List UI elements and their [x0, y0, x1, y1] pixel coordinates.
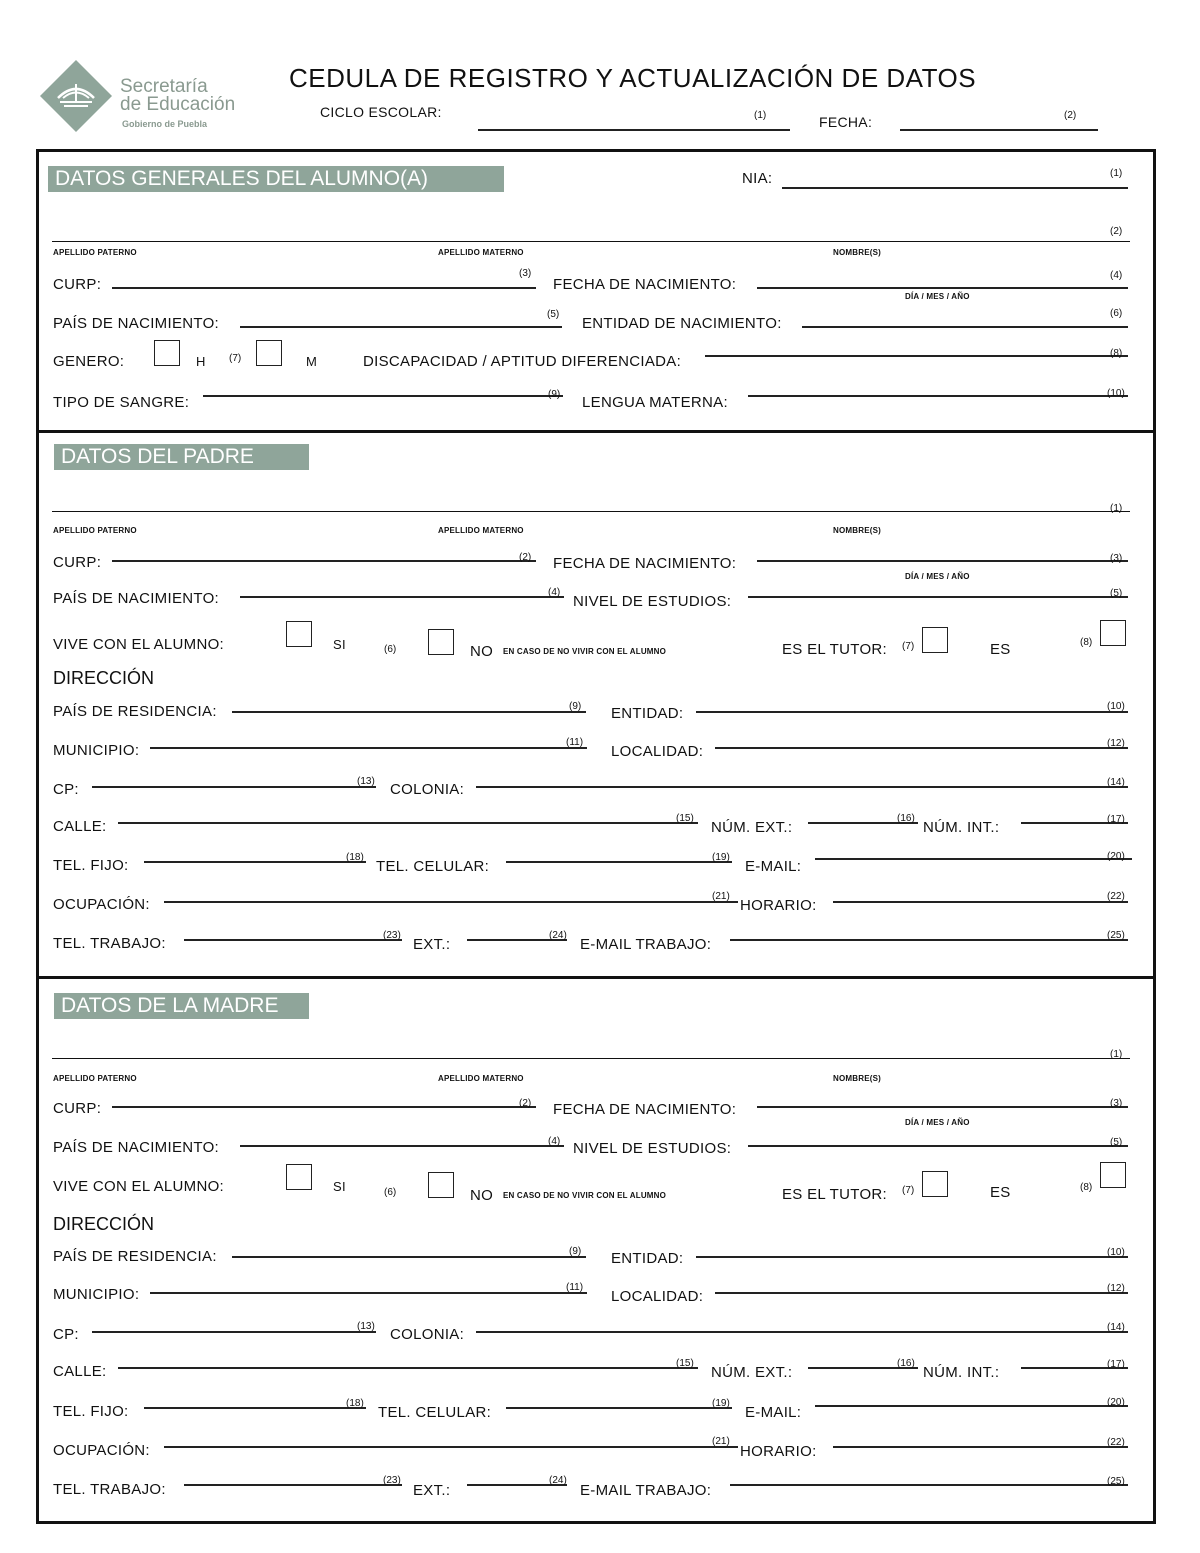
nia-field[interactable]	[782, 187, 1128, 189]
padre-horario-num: (22)	[1107, 891, 1125, 902]
alumno-band: DATOS GENERALES DEL ALUMNO(A)	[48, 166, 504, 192]
madre-band: DATOS DE LA MADRE	[54, 993, 309, 1019]
madre-fecha-nac-label: FECHA DE NACIMIENTO:	[553, 1101, 737, 1118]
madre-vive-no-checkbox[interactable]	[428, 1172, 454, 1198]
padre-fecha-hint: DÍA / MES / AÑO	[905, 572, 970, 581]
madre-numint-label: NÚM. INT.:	[923, 1364, 1000, 1381]
madre-calle-label: CALLE:	[53, 1363, 107, 1380]
madre-ocup-num: (21)	[712, 1436, 730, 1447]
madre-cp-field[interactable]	[92, 1331, 376, 1333]
curp-field[interactable]	[112, 287, 536, 289]
madre-nivel-num: (5)	[1110, 1137, 1123, 1148]
madre-name-field[interactable]	[52, 1058, 1130, 1059]
madre-horario-field[interactable]	[833, 1446, 1128, 1448]
madre-telfijo-label: TEL. FIJO:	[53, 1403, 129, 1420]
madre-nombres: NOMBRE(S)	[833, 1074, 882, 1083]
padre-curp-label: CURP:	[53, 554, 102, 571]
sangre-label: TIPO DE SANGRE:	[53, 394, 190, 411]
padre-es-checkbox[interactable]	[1100, 620, 1126, 646]
padre-dir-heading: DIRECCIÓN	[53, 668, 155, 688]
padre-apellido-paterno: APELLIDO PATERNO	[53, 526, 137, 535]
madre-fecha-nac-field[interactable]	[757, 1106, 1128, 1108]
madre-curp-num: (2)	[519, 1098, 532, 1109]
padre-fecha-nac-label: FECHA DE NACIMIENTO:	[553, 555, 737, 572]
padre-email-field[interactable]	[815, 858, 1132, 860]
madre-pais-res-field[interactable]	[232, 1256, 586, 1258]
madre-telcel-num: (19)	[712, 1398, 730, 1409]
padre-pais-num: (4)	[548, 587, 561, 598]
padre-email-num: (20)	[1107, 851, 1125, 862]
ciclo-label: CICLO ESCOLAR:	[320, 104, 442, 120]
fecha-label: FECHA:	[819, 114, 873, 130]
madre-ocup-label: OCUPACIÓN:	[53, 1442, 150, 1459]
madre-tutor-checkbox[interactable]	[922, 1171, 948, 1197]
padre-nombres: NOMBRE(S)	[833, 526, 882, 535]
padre-telfijo-label: TEL. FIJO:	[53, 857, 129, 874]
padre-cp-field[interactable]	[92, 786, 376, 788]
entidad-label: ENTIDAD DE NACIMIENTO:	[582, 315, 782, 332]
padre-si-label: SI	[333, 637, 346, 652]
alumno-name-num: (2)	[1110, 226, 1123, 237]
madre-pais-res-num: (9)	[569, 1246, 582, 1257]
madre-telfijo-num: (18)	[346, 1398, 364, 1409]
logo-line1: Secretaría	[120, 76, 208, 97]
madre-vive-num: (6)	[384, 1187, 397, 1198]
madre-teltrab-field[interactable]	[184, 1484, 402, 1486]
padre-nivel-field[interactable]	[748, 596, 1128, 598]
madre-municipio-field[interactable]	[150, 1292, 587, 1294]
padre-nivel-label: NIVEL DE ESTUDIOS:	[573, 593, 732, 610]
padre-curp-field[interactable]	[112, 560, 536, 562]
genero-m-checkbox[interactable]	[256, 340, 282, 366]
madre-ocup-field[interactable]	[164, 1446, 738, 1448]
entidad-num: (6)	[1110, 308, 1123, 319]
madre-emailtrab-label: E-MAIL TRABAJO:	[580, 1482, 712, 1499]
madre-numext-num: (16)	[897, 1358, 915, 1369]
apellido-materno-label: APELLIDO MATERNO	[438, 248, 524, 257]
madre-apellido-materno: APELLIDO MATERNO	[438, 1074, 524, 1083]
madre-ext-label: EXT.:	[413, 1482, 451, 1499]
lengua-label: LENGUA MATERNA:	[582, 394, 728, 411]
padre-no-hint: EN CASO DE NO VIVIR CON EL ALUMNO	[503, 647, 667, 656]
madre-apellido-paterno: APELLIDO PATERNO	[53, 1074, 137, 1083]
madre-localidad-label: LOCALIDAD:	[611, 1288, 704, 1305]
padre-ext-num: (24)	[549, 930, 567, 941]
padre-fecha-nac-num: (3)	[1110, 553, 1123, 564]
madre-fecha-nac-num: (3)	[1110, 1098, 1123, 1109]
madre-colonia-num: (14)	[1107, 1322, 1125, 1333]
discap-label: DISCAPACIDAD / APTITUD DIFERENCIADA:	[363, 353, 682, 370]
madre-pais-num: (4)	[548, 1136, 561, 1147]
madre-curp-field[interactable]	[112, 1106, 536, 1108]
padre-calle-field[interactable]	[118, 822, 698, 824]
madre-tutor-num: (7)	[902, 1185, 915, 1196]
madre-horario-num: (22)	[1107, 1437, 1125, 1448]
padre-pais-res-label: PAÍS DE RESIDENCIA:	[53, 703, 217, 720]
pais-num: (5)	[547, 309, 560, 320]
madre-entidad-label: ENTIDAD:	[611, 1250, 684, 1267]
padre-cp-num: (13)	[357, 776, 375, 787]
madre-emailtrab-field[interactable]	[730, 1484, 1128, 1486]
padre-horario-label: HORARIO:	[740, 897, 817, 914]
madre-es-label: ES	[990, 1184, 1011, 1201]
padre-entidad-num: (10)	[1107, 701, 1125, 712]
padre-teltrab-field[interactable]	[184, 939, 402, 941]
padre-numint-num: (17)	[1107, 814, 1125, 825]
genero-m-label: M	[306, 354, 318, 369]
lengua-num: (10)	[1107, 388, 1125, 399]
padre-nivel-num: (5)	[1110, 588, 1123, 599]
padre-municipio-field[interactable]	[150, 747, 587, 749]
padre-colonia-label: COLONIA:	[390, 781, 465, 798]
madre-nivel-field[interactable]	[748, 1145, 1128, 1147]
madre-teltrab-num: (23)	[383, 1475, 401, 1486]
alumno-name-field[interactable]	[52, 241, 1130, 242]
madre-calle-num: (15)	[676, 1358, 694, 1369]
padre-teltrab-num: (23)	[383, 930, 401, 941]
curp-label: CURP:	[53, 276, 102, 293]
madre-telcel-label: TEL. CELULAR:	[378, 1404, 492, 1421]
page-title: CEDULA DE REGISTRO Y ACTUALIZACIÓN DE DATOS	[289, 63, 977, 93]
padre-name-num: (1)	[1110, 503, 1123, 514]
madre-pais-label: PAÍS DE NACIMIENTO:	[53, 1139, 220, 1156]
padre-entidad-label: ENTIDAD:	[611, 705, 684, 722]
discap-num: (8)	[1110, 348, 1123, 359]
padre-fecha-nac-field[interactable]	[757, 560, 1128, 562]
padre-es-num: (8)	[1080, 637, 1093, 648]
madre-municipio-num: (11)	[566, 1282, 584, 1293]
padre-telfijo-num: (18)	[346, 852, 364, 863]
padre-colonia-field[interactable]	[476, 786, 1128, 788]
madre-es-num: (8)	[1080, 1182, 1093, 1193]
pais-label: PAÍS DE NACIMIENTO:	[53, 315, 220, 332]
fecha-nac-field[interactable]	[757, 287, 1128, 289]
fecha-field[interactable]	[900, 129, 1098, 131]
padre-telcel-field[interactable]	[506, 861, 732, 863]
ciclo-field[interactable]	[478, 129, 790, 131]
madre-colonia-field[interactable]	[476, 1331, 1128, 1333]
nia-num: (1)	[1110, 168, 1123, 179]
padre-pais-label: PAÍS DE NACIMIENTO:	[53, 590, 220, 607]
logo-line2: de Educación	[120, 94, 236, 115]
madre-tutor-label: ES EL TUTOR:	[782, 1186, 888, 1203]
madre-emailtrab-num: (25)	[1107, 1476, 1125, 1487]
madre-curp-label: CURP:	[53, 1100, 102, 1117]
padre-apellido-materno: APELLIDO MATERNO	[438, 526, 524, 535]
padre-horario-field[interactable]	[833, 901, 1128, 903]
padre-numext-num: (16)	[897, 813, 915, 824]
madre-vive-si-checkbox[interactable]	[286, 1164, 312, 1190]
madre-name-num: (1)	[1110, 1049, 1123, 1060]
padre-ext-label: EXT.:	[413, 936, 451, 953]
madre-entidad-num: (10)	[1107, 1247, 1125, 1258]
curp-num: (3)	[519, 268, 532, 279]
madre-no-hint: EN CASO DE NO VIVIR CON EL ALUMNO	[503, 1191, 667, 1200]
nia-label: NIA:	[742, 170, 773, 187]
madre-pais-field[interactable]	[240, 1145, 564, 1147]
madre-nivel-label: NIVEL DE ESTUDIOS:	[573, 1140, 732, 1157]
padre-emailtrab-num: (25)	[1107, 930, 1125, 941]
madre-teltrab-label: TEL. TRABAJO:	[53, 1481, 166, 1498]
madre-telcel-field[interactable]	[506, 1407, 732, 1409]
padre-emailtrab-field[interactable]	[730, 939, 1128, 941]
padre-localidad-label: LOCALIDAD:	[611, 743, 704, 760]
madre-fecha-hint: DÍA / MES / AÑO	[905, 1118, 970, 1127]
padre-pais-field[interactable]	[240, 596, 564, 598]
padre-ocup-label: OCUPACIÓN:	[53, 896, 150, 913]
genero-label: GENERO:	[53, 353, 125, 370]
madre-vive-label: VIVE CON EL ALUMNO:	[53, 1178, 225, 1195]
nombres-label: NOMBRE(S)	[833, 248, 882, 257]
sangre-num: (9)	[548, 389, 561, 400]
padre-vive-no-checkbox[interactable]	[428, 629, 454, 655]
fecha-num: (2)	[1064, 110, 1077, 121]
madre-email-label: E-MAIL:	[745, 1404, 802, 1421]
pais-field[interactable]	[240, 326, 562, 328]
padre-telcel-label: TEL. CELULAR:	[376, 858, 490, 875]
sangre-field[interactable]	[203, 395, 563, 397]
padre-tutor-label: ES EL TUTOR:	[782, 641, 888, 658]
padre-ocup-num: (21)	[712, 891, 730, 902]
madre-email-num: (20)	[1107, 1397, 1125, 1408]
fecha-nac-num: (4)	[1110, 270, 1123, 281]
padre-band: DATOS DEL PADRE	[54, 444, 309, 470]
madre-cp-label: CP:	[53, 1326, 79, 1343]
discap-field[interactable]	[705, 355, 1128, 357]
madre-si-label: SI	[333, 1179, 346, 1194]
logo-line3: Gobierno de Puebla	[122, 119, 208, 129]
padre-vive-label: VIVE CON EL ALUMNO:	[53, 636, 225, 653]
padre-cp-label: CP:	[53, 781, 79, 798]
madre-ext-num: (24)	[549, 1475, 567, 1486]
madre-cp-num: (13)	[357, 1321, 375, 1332]
padre-emailtrab-label: E-MAIL TRABAJO:	[580, 936, 712, 953]
madre-pais-res-label: PAÍS DE RESIDENCIA:	[53, 1248, 217, 1265]
lengua-field[interactable]	[748, 395, 1128, 397]
padre-no-label: NO	[470, 643, 494, 660]
padre-calle-label: CALLE:	[53, 818, 107, 835]
genero-num: (7)	[229, 353, 242, 364]
madre-telfijo-field[interactable]	[144, 1407, 366, 1409]
padre-vive-si-checkbox[interactable]	[286, 621, 312, 647]
padre-localidad-field[interactable]	[715, 747, 1128, 749]
genero-h-checkbox[interactable]	[154, 340, 180, 366]
padre-municipio-num: (11)	[566, 737, 584, 748]
genero-h-label: H	[196, 354, 206, 369]
padre-localidad-num: (12)	[1107, 738, 1125, 749]
fecha-nac-label: FECHA DE NACIMIENTO:	[553, 276, 737, 293]
madre-entidad-field[interactable]	[696, 1256, 1128, 1258]
padre-curp-num: (2)	[519, 552, 532, 563]
madre-es-checkbox[interactable]	[1100, 1162, 1126, 1188]
madre-municipio-label: MUNICIPIO:	[53, 1286, 140, 1303]
padre-email-label: E-MAIL:	[745, 858, 802, 875]
padre-calle-num: (15)	[676, 813, 694, 824]
padre-numext-label: NÚM. EXT.:	[711, 819, 793, 836]
padre-teltrab-label: TEL. TRABAJO:	[53, 935, 166, 952]
padre-numint-label: NÚM. INT.:	[923, 819, 1000, 836]
padre-telcel-num: (19)	[712, 852, 730, 863]
madre-dir-heading: DIRECCIÓN	[53, 1214, 155, 1234]
padre-tutor-checkbox[interactable]	[922, 627, 948, 653]
padre-pais-res-num: (9)	[569, 701, 582, 712]
padre-municipio-label: MUNICIPIO:	[53, 742, 140, 759]
ciclo-num: (1)	[754, 110, 767, 121]
madre-no-label: NO	[470, 1187, 494, 1204]
education-logo-icon	[40, 60, 112, 132]
padre-vive-num: (6)	[384, 644, 397, 655]
padre-name-field[interactable]	[52, 511, 1130, 512]
padre-colonia-num: (14)	[1107, 777, 1125, 788]
padre-entidad-field[interactable]	[696, 711, 1128, 713]
madre-horario-label: HORARIO:	[740, 1443, 817, 1460]
madre-calle-field[interactable]	[118, 1367, 698, 1369]
logo	[40, 60, 260, 132]
madre-localidad-num: (12)	[1107, 1283, 1125, 1294]
apellido-paterno-label: APELLIDO PATERNO	[53, 248, 137, 257]
madre-numext-label: NÚM. EXT.:	[711, 1364, 793, 1381]
madre-numint-num: (17)	[1107, 1359, 1125, 1370]
padre-ocup-field[interactable]	[164, 901, 738, 903]
madre-email-field[interactable]	[815, 1405, 1128, 1407]
madre-colonia-label: COLONIA:	[390, 1326, 465, 1343]
fecha-hint: DÍA / MES / AÑO	[905, 292, 970, 301]
entidad-field[interactable]	[802, 326, 1128, 328]
padre-telfijo-field[interactable]	[144, 861, 366, 863]
madre-localidad-field[interactable]	[715, 1292, 1128, 1294]
padre-tutor-num: (7)	[902, 641, 915, 652]
padre-pais-res-field[interactable]	[232, 711, 586, 713]
padre-es-label: ES	[990, 641, 1011, 658]
